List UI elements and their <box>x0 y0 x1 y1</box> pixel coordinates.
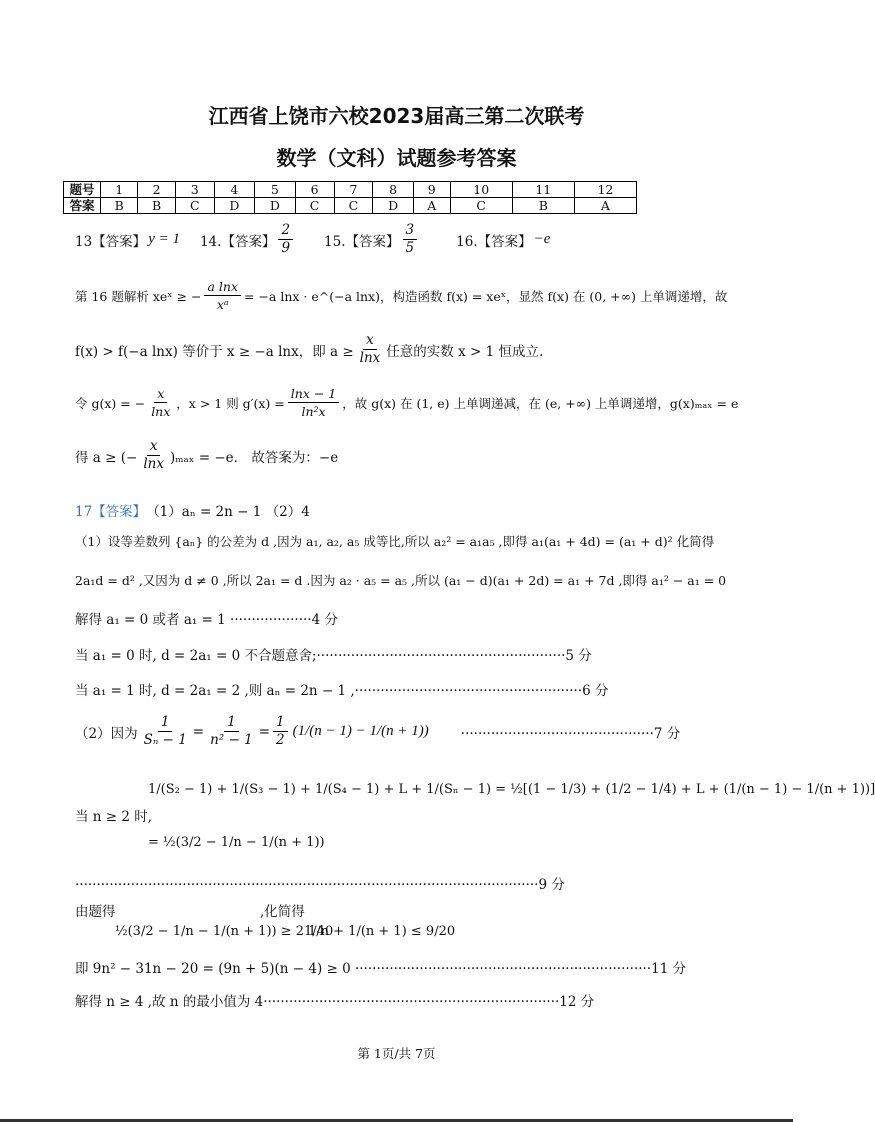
fraction: $\frac{\text{a lnx}}{\text{xᵃ}}$ <box>204 278 241 313</box>
q17-p10: 即 9n² − 31n − 20 = (9n + 5)(n − 4) ≥ 0 ·····································································11 分 <box>75 961 687 977</box>
fraction: $\frac{1}{\text{n² − 1}}$ <box>210 714 253 748</box>
fraction: $\frac{\ln x - 1}{\text{ln²x}}$ <box>288 385 339 420</box>
q14-fraction: $\frac{2}{9}$ <box>278 222 293 257</box>
question-number: 11 <box>512 182 574 198</box>
answer-cell: D <box>373 198 414 214</box>
text: 得 a ≥ (− <box>75 449 138 466</box>
text: ，x > 1 则 g′(x) = <box>176 395 285 411</box>
q17-label: 17【答案】 <box>75 504 147 520</box>
text: 任意的实数 x > 1 恒成立. <box>386 343 544 360</box>
q17-p9-result: 1/n + 1/(n + 1) ≤ 9/20 <box>308 924 456 939</box>
text: = <box>258 723 271 740</box>
answer-cell: C <box>334 198 373 214</box>
text: f(x) > f(−a lnx) 等价于 x ≥ −a lnx，即 a ≥ <box>75 343 354 360</box>
answer-cell: B <box>101 198 138 214</box>
q17-p2: 2a₁d = d² ,又因为 d ≠ 0 ,所以 2a₁ = d .因为 a₂ · a₅ = a₅ ,所以 (a₁ − d)(a₁ + 2d) = a₁ + 7d ,即得 a₁² − a₁ = 0 <box>75 573 727 588</box>
question-number: 8 <box>373 182 414 198</box>
q16-value: −e <box>533 231 551 247</box>
question-number: 9 <box>413 182 450 198</box>
q15-fraction: $\frac{3}{5}$ <box>403 222 418 257</box>
answer-cell: B <box>512 198 574 214</box>
fraction: $\frac{1}{\text{Sₙ − 1}}$ <box>143 714 187 748</box>
answer-cell: C <box>175 198 214 214</box>
q17-p9-simplify: ,化简得 <box>260 904 305 920</box>
sol16-line2 <box>75 332 543 367</box>
q17-p11: 解得 n ≥ 4 ,故 n 的最小值为 4·····································································12 分 <box>75 994 595 1010</box>
answer-table <box>63 181 637 214</box>
text: 第 16 题解析 xeˣ ≥ − <box>75 288 202 304</box>
fraction: $\frac{x}{\ln x}$ <box>359 332 381 366</box>
q14-label: 14.【答案】 <box>199 233 276 250</box>
q17-p9-ineq: ½(3/2 − 1/n − 1/(n + 1)) ≥ 21/40 <box>115 924 334 939</box>
q17-answer-text: （1）aₙ = 2n − 1 （2）4 <box>146 504 310 520</box>
answer-cell: D <box>214 198 255 214</box>
q17-p9-label: 由题得 <box>75 904 116 920</box>
q17-p5: 当 a₁ = 1 时, d = 2a₁ = 2 ,则 aₙ = 2n − 1 ,·····················································6 分 <box>75 683 609 699</box>
sol16-line1 <box>75 278 727 313</box>
question-number: 2 <box>138 182 175 198</box>
question-number: 6 <box>295 182 334 198</box>
page-footer: 第 1页/共 7页 <box>357 1046 436 1061</box>
text: 令 g(x) = − <box>75 395 146 411</box>
text: ，故 g(x) 在 (1, e) 上单调递减，在 (e, +∞) 上单调递增，g(x)ₘₐₓ = e <box>342 395 739 411</box>
question-number: 5 <box>255 182 296 198</box>
question-number: 10 <box>450 182 512 198</box>
q17-p7-label: 当 n ≥ 2 时, <box>75 809 153 825</box>
q17-p4: 当 a₁ = 0 时, d = 2a₁ = 0 不合题意舍;··························································5 分 <box>75 648 592 664</box>
text: )ₘₐₓ = −e． 故答案为：−e <box>169 449 339 466</box>
answer-cell: A <box>413 198 450 214</box>
q17-p7-result: = ½(3/2 − 1/n − 1/(n + 1)) <box>148 835 325 850</box>
question-number: 4 <box>214 182 255 198</box>
question-number: 12 <box>574 182 636 198</box>
question-number: 1 <box>101 182 138 198</box>
answers-13-16 <box>75 222 552 257</box>
answer-cell: A <box>574 198 636 214</box>
text: = −a lnx · e^(−a lnx)，构造函数 f(x) = xeˣ，显然 f(x) 在 (0, +∞) 上单调递增，故 <box>244 288 728 304</box>
q17-p3: 解得 a₁ = 0 或者 a₁ = 1 ···················4 分 <box>75 612 338 628</box>
q16-label: 16.【答案】 <box>456 233 532 250</box>
q17-p8: ············································································································9 分 <box>75 877 565 893</box>
answer-label: 答案 <box>64 198 101 214</box>
fraction: $\frac{x}{\ln x}$ <box>143 438 164 472</box>
sol16-line3 <box>75 385 738 420</box>
question-number: 3 <box>175 182 214 198</box>
sol16-line4 <box>75 438 338 473</box>
fraction: $\frac{x}{\ln x}$ <box>151 386 171 419</box>
q17-p7-sum: 1/(S₂ − 1) + 1/(S₃ − 1) + 1/(S₄ − 1) + L + 1/(Sₙ − 1) = ½[(1 − 1/3) + (1/2 − 1/4) + L + (1/(n − 1) − 1/(n + 1))] <box>148 782 875 797</box>
q13-value: y = 1 <box>148 231 180 247</box>
q13-label: 13【答案】 <box>75 233 147 250</box>
answer-cell: B <box>138 198 175 214</box>
document-title: 江西省上饶市六校2023届高三第二次联考 <box>208 104 585 128</box>
q17-p6 <box>75 714 680 749</box>
q17-p1: （1）设等差数列 {aₙ} 的公差为 d ,因为 a₁, a₂, a₅ 成等比,所以 a₂² = a₁a₅ ,即得 a₁(a₁ + 4d) = (a₁ + d)² 化简得 <box>75 534 715 549</box>
score-7: ·············································7 分 <box>460 725 681 742</box>
answer-cell: C <box>295 198 334 214</box>
header-label: 题号 <box>64 182 101 198</box>
document-subtitle: 数学（文科）试题参考答案 <box>276 146 517 170</box>
text: （2）因为 <box>75 725 138 742</box>
question-number: 7 <box>334 182 373 198</box>
answer-cell: D <box>255 198 296 214</box>
answer-cell: C <box>450 198 512 214</box>
q15-label: 15.【答案】 <box>324 233 400 250</box>
text: = <box>192 723 205 740</box>
q17-answer <box>75 500 310 520</box>
text: (1/(n − 1) − 1/(n + 1)) <box>292 723 429 739</box>
fraction: $\frac{1}{2}$ <box>273 714 288 749</box>
